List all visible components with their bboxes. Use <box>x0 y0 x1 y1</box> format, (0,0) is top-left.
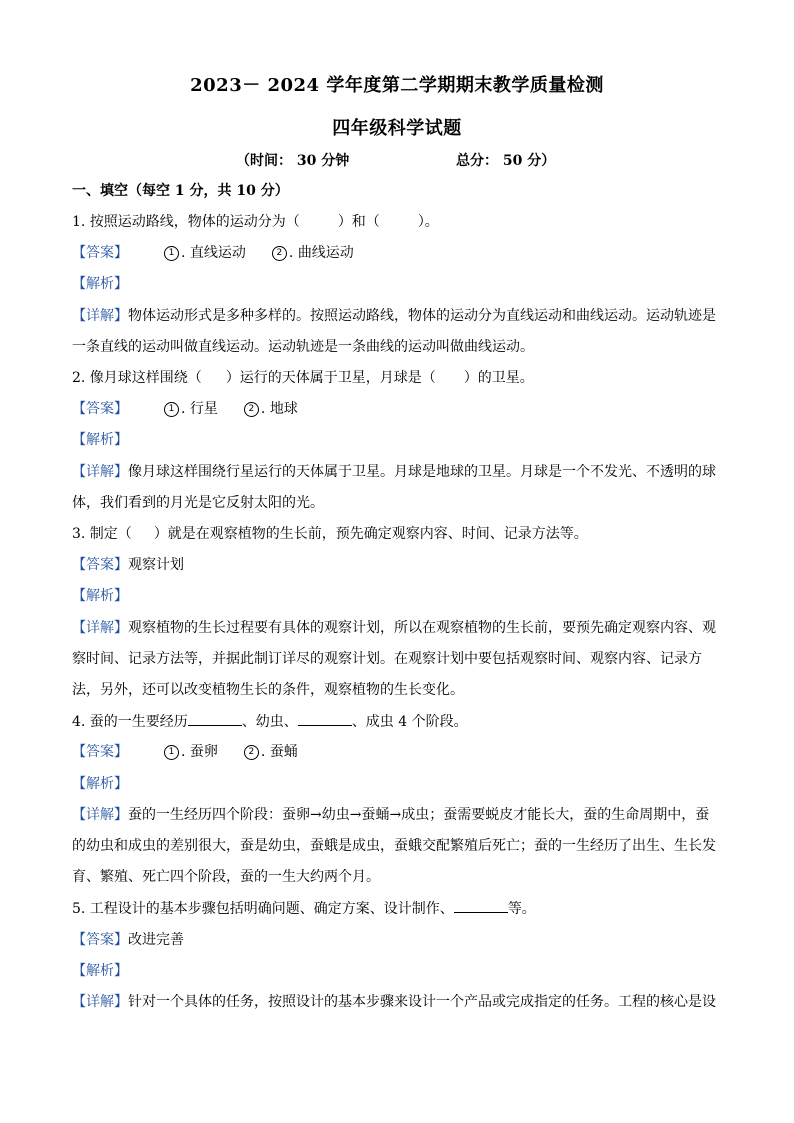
detail-2-line-2: 体，我们看到的月光是它反射太阳的光。 <box>72 495 324 511</box>
detail-2-line-1: 【详解】像月球这样围绕行星运行的天体属于卫星。月球是地球的卫星。月球是一个不发光、不透明的球 <box>72 464 716 480</box>
answer-4: 【答案】 1 . 蚕卵 2 . 蚕蛹 <box>72 744 298 760</box>
analysis-4 <box>72 774 722 794</box>
fill-blank <box>454 898 508 913</box>
answer-tag: 【答案】 <box>72 401 128 417</box>
detail-4-line-1: 【详解】蚕的一生经历四个阶段：蚕卵→幼虫→蚕蛹→成虫；蚕需要蜕皮才能长大，蚕的生命周期中，蚕 <box>72 807 710 823</box>
answer-2: 【答案】 1 . 行星 2 . 地球 <box>72 401 298 417</box>
detail-tag: 【详解】 <box>72 308 128 324</box>
score-label: 总分： 50 分） <box>456 153 556 169</box>
detail-1-line-1: 【详解】物体运动形式是多种多样的。按照运动路线，物体的运动分为直线运动和曲线运动。运动轨迹是 <box>72 308 716 324</box>
question-3: 3. 制定（ ）就是在观察植物的生长前，预先确定观察内容、时间、记录方法等。 <box>72 526 588 542</box>
circled-number-2-icon: 2 <box>244 745 259 760</box>
detail-tag: 【详解】 <box>72 620 128 636</box>
detail-3-line-2: 察时间、记录方法等，并据此制订详尽的观察计划。在观察计划中要包括观察时间、观察内容、记录方 <box>72 651 702 667</box>
detail-4-line-3: 育、繁殖、死亡四个阶段，蚕的一生大约两个月。 <box>72 869 380 885</box>
fill-blank <box>188 711 242 726</box>
detail-tag: 【详解】 <box>72 464 128 480</box>
detail-tag: 【详解】 <box>72 994 128 1010</box>
answer-1: 【答案】 1 . 直线运动 2 . 曲线运动 <box>72 245 354 261</box>
answer-tag: 【答案】 <box>72 557 128 573</box>
analysis-2 <box>72 430 722 450</box>
question-4: 4. 蚕的一生要经历 、幼虫、 、成虫 4 个阶段。 <box>72 711 722 732</box>
circled-number-1-icon: 1 <box>164 246 179 261</box>
answer-3: 【答案】观察计划 <box>72 557 184 573</box>
answer-tag: 【答案】 <box>72 744 128 760</box>
detail-3-line-1: 【详解】观察植物的生长过程要有具体的观察计划，所以在观察植物的生长前，要预先确定观察内容、观 <box>72 620 716 636</box>
detail-5-line-1: 【详解】针对一个具体的任务，按照设计的基本步骤来设计一个产品或完成指定的任务。工程的核心是设 <box>72 994 716 1010</box>
circled-number-1-icon: 1 <box>164 745 179 760</box>
analysis-tag: 【解析】 <box>72 276 128 292</box>
fill-blank <box>298 711 352 726</box>
circled-number-1-icon: 1 <box>164 402 179 417</box>
question-5: 5. 工程设计的基本步骤包括明确问题、确定方案、设计制作、 等。 <box>72 898 722 919</box>
circled-number-2-icon: 2 <box>272 246 287 261</box>
answer-5: 【答案】改进完善 <box>72 932 184 948</box>
analysis-tag: 【解析】 <box>72 588 128 604</box>
detail-3-line-3: 法，另外，还可以改变植物生长的条件，观察植物的生长变化。 <box>72 682 464 698</box>
question-1: 1. 按照运动路线，物体的运动分为（ ）和（ ）。 <box>72 214 439 230</box>
detail-tag: 【详解】 <box>72 807 128 823</box>
question-2: 2. 像月球这样围绕（ ）运行的天体属于卫星，月球是（ ）的卫星。 <box>72 370 534 386</box>
analysis-tag: 【解析】 <box>72 776 128 792</box>
answer-tag: 【答案】 <box>72 932 128 948</box>
answer-tag: 【答案】 <box>72 245 128 261</box>
time-label: （时间： 30 分钟 <box>236 153 350 169</box>
page-subtitle: 四年级科学试题 <box>332 118 462 139</box>
analysis-tag: 【解析】 <box>72 963 128 979</box>
detail-1-line-2: 一条直线的运动叫做直线运动。运动轨迹是一条曲线的运动叫做曲线运动。 <box>72 339 534 355</box>
analysis-tag: 【解析】 <box>72 432 128 448</box>
analysis-1 <box>72 274 722 294</box>
analysis-3 <box>72 586 722 606</box>
section-heading: 一、填空（每空 1 分，共 10 分） <box>72 183 289 199</box>
analysis-5 <box>72 961 722 981</box>
circled-number-2-icon: 2 <box>244 402 259 417</box>
detail-4-line-2: 的幼虫和成虫的差别很大，蚕是幼虫，蚕蛾是成虫，蚕蛾交配繁殖后死亡；蚕的一生经历了出生、生长发 <box>72 838 716 854</box>
page-title: 2023－ 2024 学年度第二学期期末教学质量检测 <box>190 75 604 96</box>
